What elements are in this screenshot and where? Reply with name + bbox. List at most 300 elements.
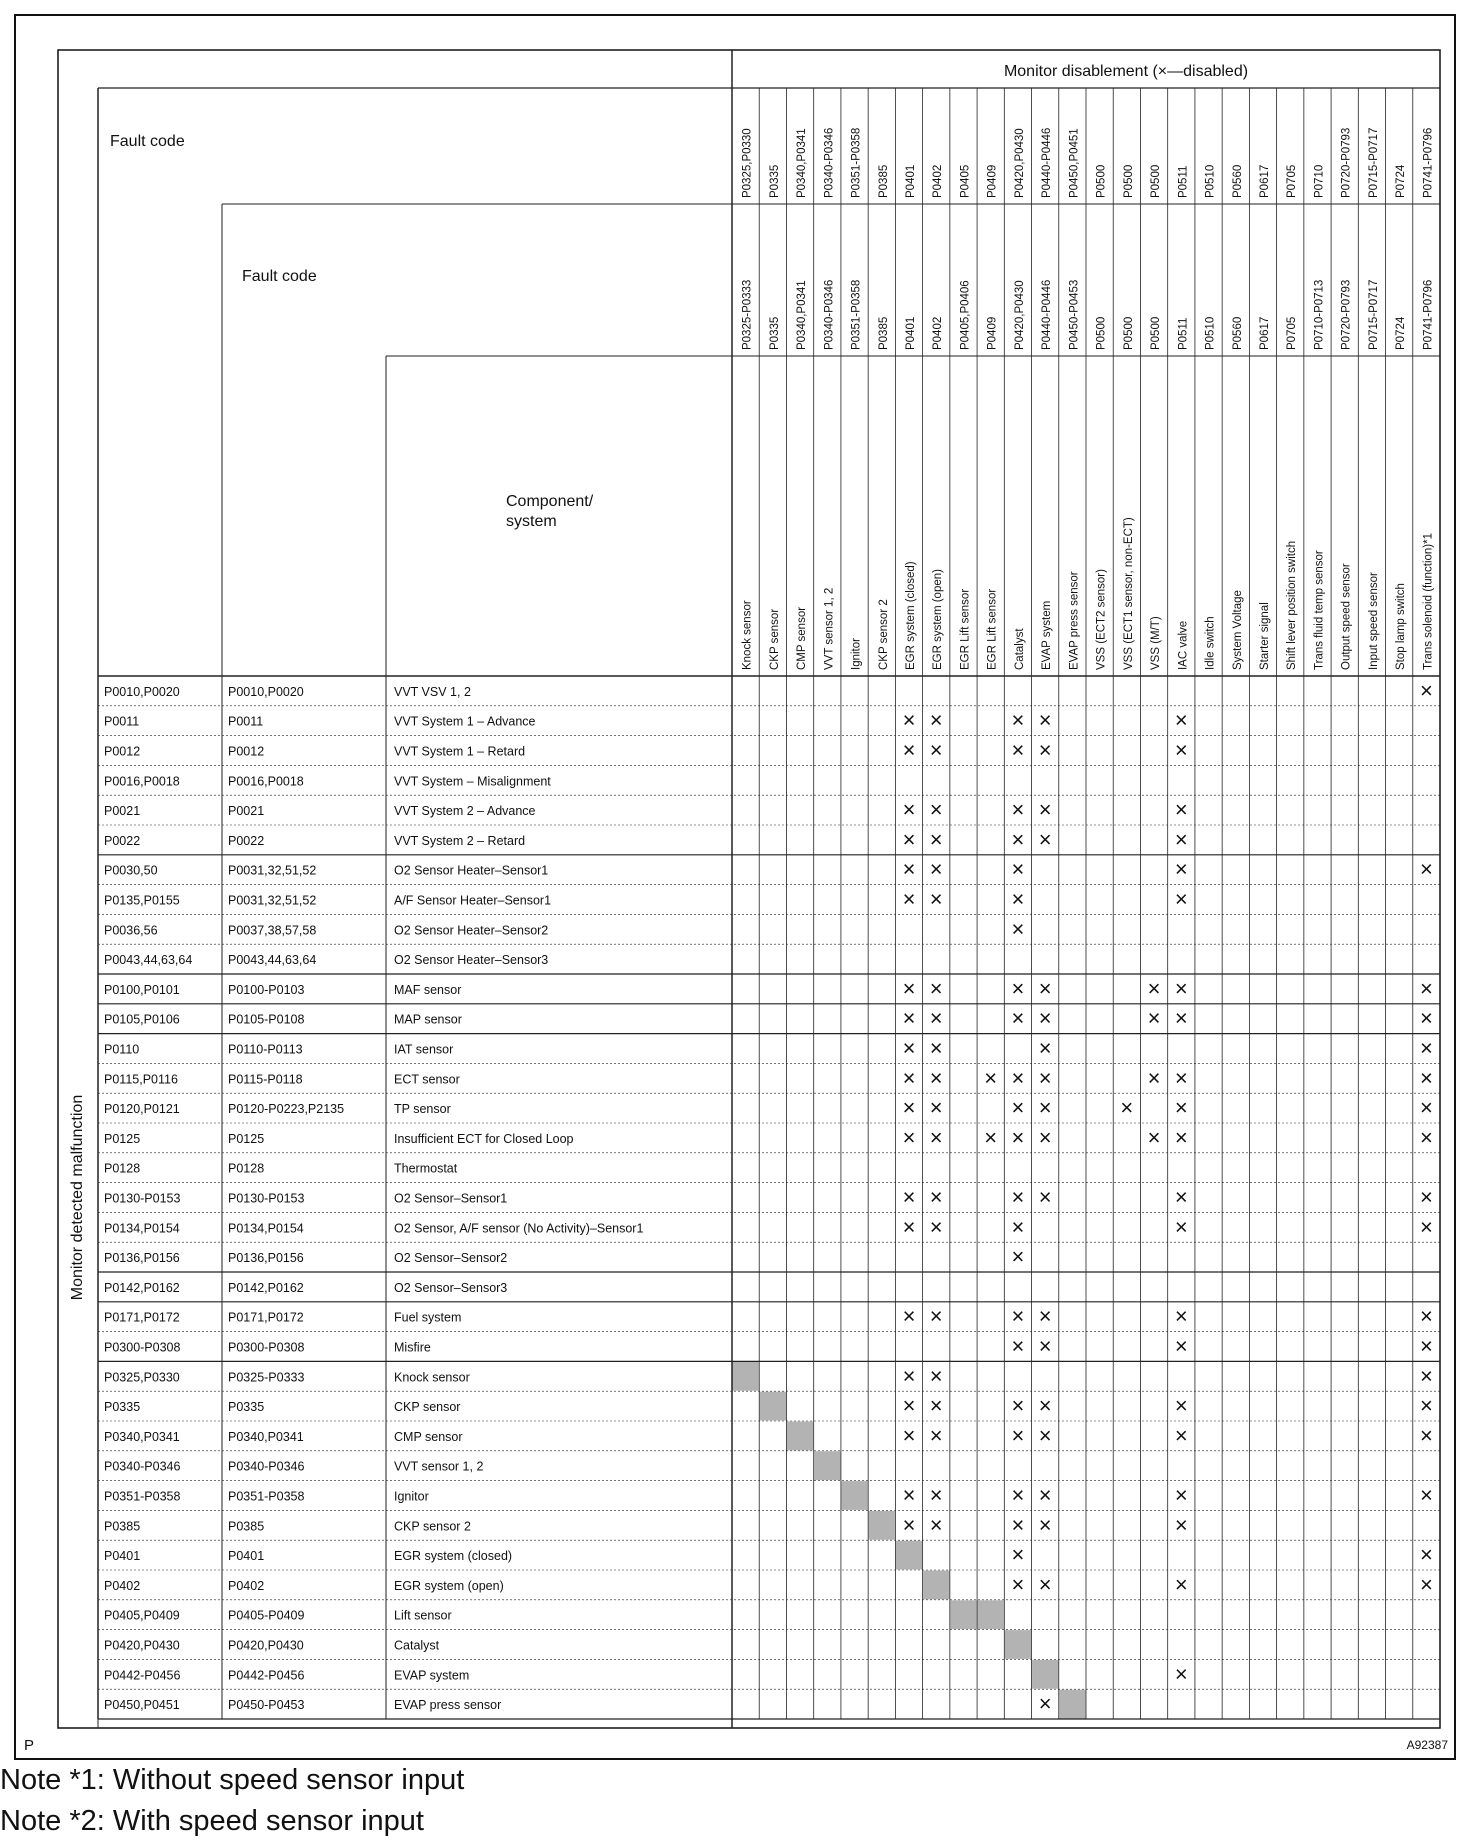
column-code2: P0500 xyxy=(1150,316,1163,350)
row-code1: P0135,P0155 xyxy=(104,893,180,908)
row-component: VVT System 2 – Retard xyxy=(394,833,526,848)
disabled-mark: × xyxy=(1011,1124,1025,1150)
shaded-cell xyxy=(841,1481,867,1510)
disabled-mark: × xyxy=(1419,1214,1433,1240)
column-name: Shift lever position switch xyxy=(1286,540,1299,670)
column-code2: P0340-P0346 xyxy=(823,279,836,350)
column-code2: P0715-P0717 xyxy=(1367,279,1380,350)
disabled-mark: × xyxy=(1038,1691,1052,1717)
row-code1: P0120,P0121 xyxy=(104,1102,180,1117)
disabled-mark: × xyxy=(1038,1005,1052,1031)
column-name: Input speed sensor xyxy=(1367,572,1380,670)
disabled-mark: × xyxy=(1419,1005,1433,1031)
column-code1: P0560 xyxy=(1231,164,1244,198)
row-code1: P0128 xyxy=(104,1161,141,1176)
disabled-mark: × xyxy=(1419,975,1433,1001)
row-code2: P0043,44,63,64 xyxy=(228,953,317,968)
column-code1: P0401 xyxy=(905,164,917,198)
disabled-mark: × xyxy=(1174,1184,1188,1210)
disabled-mark: × xyxy=(902,886,916,912)
column-code1: P0617 xyxy=(1259,164,1271,198)
row-code1: P0105,P0106 xyxy=(104,1012,180,1027)
row-component: Fuel system xyxy=(394,1310,462,1325)
column-name: VSS (M/T) xyxy=(1150,616,1163,670)
column-code2: P0351-P0358 xyxy=(850,279,863,350)
column-name: Idle switch xyxy=(1204,616,1217,670)
disabled-mark: × xyxy=(1419,1065,1433,1091)
column-code2: P0440-P0446 xyxy=(1041,279,1054,350)
disabled-mark: × xyxy=(1011,1303,1025,1329)
column-name: EVAP system xyxy=(1041,600,1054,670)
disabled-mark: × xyxy=(1147,1065,1161,1091)
disabled-mark: × xyxy=(1174,1065,1188,1091)
disabled-mark: × xyxy=(1038,797,1052,823)
column-code2: P0340,P0341 xyxy=(796,280,809,350)
column-code1: P0500 xyxy=(1122,164,1135,198)
disabled-mark: × xyxy=(902,1512,916,1538)
row-code1: P0012 xyxy=(104,744,141,759)
note-1: Note *1: Without speed sensor input xyxy=(0,1764,465,1796)
disabled-mark: × xyxy=(1011,1065,1025,1091)
disabled-mark: × xyxy=(1011,1005,1025,1031)
chart-frame xyxy=(14,14,1456,1760)
row-code1: P0340-P0346 xyxy=(104,1459,181,1474)
figure-id: A92387 xyxy=(1406,1738,1448,1752)
row-code2: P0405-P0409 xyxy=(228,1608,305,1623)
disabled-mark: × xyxy=(1419,677,1433,703)
disabled-mark: × xyxy=(1174,1095,1188,1121)
row-code2: P0420,P0430 xyxy=(228,1638,304,1653)
disabled-mark: × xyxy=(1011,975,1025,1001)
row-component: Insufficient ECT for Closed Loop xyxy=(394,1131,574,1146)
disabled-mark: × xyxy=(1419,1035,1433,1061)
column-name: Trans fluid temp sensor xyxy=(1313,550,1326,670)
disabled-mark: × xyxy=(902,1005,916,1031)
disabled-mark: × xyxy=(1011,1333,1025,1359)
disabled-mark: × xyxy=(1038,707,1052,733)
column-code2: P0402 xyxy=(932,316,945,350)
disabled-mark: × xyxy=(1038,1482,1052,1508)
column-code1: P0351-P0358 xyxy=(850,127,863,198)
row-code2: P0115-P0118 xyxy=(228,1072,303,1087)
disabled-mark: × xyxy=(902,856,916,882)
disabled-mark: × xyxy=(1011,1542,1025,1568)
disabled-mark: × xyxy=(1038,1333,1052,1359)
note-2: Note *2: With speed sensor input xyxy=(0,1805,424,1837)
row-code2: P0134,P0154 xyxy=(228,1221,304,1236)
column-code1: P0741-P0796 xyxy=(1422,127,1435,198)
disabled-mark: × xyxy=(902,1124,916,1150)
row-component: O2 Sensor–Sensor3 xyxy=(394,1280,508,1295)
shaded-cell xyxy=(814,1451,840,1480)
disabled-mark: × xyxy=(1011,1095,1025,1121)
row-code2: P0011 xyxy=(228,714,264,729)
fault-code-header-2: Fault code xyxy=(242,268,317,285)
disabled-mark: × xyxy=(1038,1512,1052,1538)
row-component: EGR system (open) xyxy=(394,1578,504,1593)
disabled-mark: × xyxy=(902,826,916,852)
disabled-mark: × xyxy=(1174,1571,1188,1597)
disabled-mark: × xyxy=(984,1065,998,1091)
component-header-line2: system xyxy=(506,513,557,530)
disabled-mark: × xyxy=(929,1035,943,1061)
row-code2: P0351-P0358 xyxy=(228,1489,305,1504)
disabled-mark: × xyxy=(902,1393,916,1419)
disabled-mark: × xyxy=(1038,1035,1052,1061)
disabled-mark: × xyxy=(1419,1482,1433,1508)
column-code2: P0617 xyxy=(1259,316,1271,350)
column-name: EGR Lift sensor xyxy=(986,588,999,670)
disabled-mark: × xyxy=(929,1303,943,1329)
row-component: O2 Sensor–Sensor1 xyxy=(394,1191,508,1206)
disabled-mark: × xyxy=(1419,1095,1433,1121)
column-name: EGR Lift sensor xyxy=(959,588,972,670)
disabled-mark: × xyxy=(1011,1512,1025,1538)
row-code1: P0100,P0101 xyxy=(104,982,180,997)
row-code2: P0402 xyxy=(228,1578,265,1593)
disabled-mark: × xyxy=(1174,737,1188,763)
disabled-mark: × xyxy=(1419,1571,1433,1597)
disabled-mark: × xyxy=(1038,1065,1052,1091)
row-code1: P0021 xyxy=(104,804,141,819)
column-code1: P0724 xyxy=(1395,164,1408,198)
row-code1: P0011 xyxy=(104,714,140,729)
row-component: MAP sensor xyxy=(394,1012,462,1027)
row-code2: P0110-P0113 xyxy=(228,1042,303,1057)
column-code1: P0440-P0446 xyxy=(1041,127,1054,198)
disabled-mark: × xyxy=(1174,1512,1188,1538)
row-code1: P0405,P0409 xyxy=(104,1608,180,1623)
disabled-mark: × xyxy=(929,856,943,882)
column-code2: P0511 xyxy=(1177,317,1190,350)
disabled-mark: × xyxy=(1174,1333,1188,1359)
row-component: A/F Sensor Heater–Sensor1 xyxy=(394,893,552,908)
disabled-mark: × xyxy=(1419,1393,1433,1419)
row-code2: P0100-P0103 xyxy=(228,982,305,997)
disabled-mark: × xyxy=(902,1363,916,1389)
column-code2: P0405,P0406 xyxy=(959,280,972,350)
row-code1: P0351-P0358 xyxy=(104,1489,181,1504)
column-code1: P0335 xyxy=(768,164,781,198)
row-component: VVT System 1 – Advance xyxy=(394,714,536,729)
disabled-mark: × xyxy=(929,1124,943,1150)
row-code2: P0022 xyxy=(228,833,265,848)
row-code1: P0043,44,63,64 xyxy=(104,953,193,968)
column-code2: P0409 xyxy=(986,316,999,350)
row-code2: P0136,P0156 xyxy=(228,1251,304,1266)
disabled-mark: × xyxy=(929,1214,943,1240)
column-code1: P0500 xyxy=(1095,164,1108,198)
side-label: Monitor detected malfunction xyxy=(69,1094,86,1301)
disabled-mark: × xyxy=(929,1184,943,1210)
disabled-mark: × xyxy=(1011,886,1025,912)
disabled-mark: × xyxy=(1011,1244,1025,1270)
disabled-mark: × xyxy=(1038,1095,1052,1121)
row-component: IAT sensor xyxy=(394,1042,454,1057)
shaded-cell xyxy=(1032,1660,1058,1689)
row-component: VVT System – Misalignment xyxy=(394,774,551,789)
column-code2: P0710-P0713 xyxy=(1313,279,1326,350)
column-name: System Voltage xyxy=(1231,590,1244,670)
column-code2: P0385 xyxy=(877,316,890,350)
disabled-mark: × xyxy=(929,975,943,1001)
row-code1: P0110 xyxy=(104,1042,140,1057)
shaded-cell xyxy=(978,1600,1004,1629)
row-component: O2 Sensor Heater–Sensor2 xyxy=(394,923,549,938)
row-code1: P0340,P0341 xyxy=(104,1429,180,1444)
column-code1: P0402 xyxy=(932,164,945,198)
disabled-mark: × xyxy=(929,1482,943,1508)
disabled-mark: × xyxy=(1419,856,1433,882)
component-header-line1: Component/ xyxy=(506,493,594,510)
row-component: MAF sensor xyxy=(394,982,462,997)
column-code2: P0560 xyxy=(1231,316,1244,350)
column-name: Stop lamp switch xyxy=(1395,583,1408,670)
row-component: Ignitor xyxy=(394,1489,429,1504)
row-code1: P0325,P0330 xyxy=(104,1370,180,1385)
shaded-cell xyxy=(1005,1630,1031,1659)
row-component: CKP sensor xyxy=(394,1400,461,1415)
corner-mark: P xyxy=(24,1737,35,1754)
disabled-mark: × xyxy=(929,886,943,912)
column-name: EGR system (closed) xyxy=(905,561,917,670)
row-code2: P0037,38,57,58 xyxy=(228,923,317,938)
row-component: CKP sensor 2 xyxy=(394,1519,471,1534)
disabled-mark: × xyxy=(1419,1303,1433,1329)
disabled-mark: × xyxy=(1419,1124,1433,1150)
disabled-mark: × xyxy=(1038,826,1052,852)
shaded-cell xyxy=(950,1600,976,1629)
disabled-mark: × xyxy=(902,737,916,763)
disabled-mark: × xyxy=(1419,1363,1433,1389)
disabled-mark: × xyxy=(902,1035,916,1061)
disabled-mark: × xyxy=(1011,916,1025,942)
shaded-cell xyxy=(869,1511,895,1540)
column-name: VSS (ECT2 sensor) xyxy=(1095,569,1108,670)
disabled-mark: × xyxy=(1147,1124,1161,1150)
row-code2: P0335 xyxy=(228,1400,265,1415)
disabled-mark: × xyxy=(1011,856,1025,882)
column-name: Catalyst xyxy=(1013,628,1026,670)
column-code2: P0420,P0430 xyxy=(1013,280,1026,350)
disabled-mark: × xyxy=(902,975,916,1001)
column-name: Knock sensor xyxy=(741,600,754,670)
row-code2: P0442-P0456 xyxy=(228,1668,305,1683)
column-code2: P0741-P0796 xyxy=(1422,279,1435,350)
column-code2: P0705 xyxy=(1286,316,1299,350)
row-component: VVT System 2 – Advance xyxy=(394,804,536,819)
column-code1: P0405 xyxy=(959,164,972,198)
disabled-mark: × xyxy=(929,1422,943,1448)
shaded-cell xyxy=(787,1422,813,1451)
disabled-mark: × xyxy=(929,737,943,763)
row-component: ECT sensor xyxy=(394,1072,460,1087)
column-code1: P0409 xyxy=(986,164,999,198)
row-component: VVT sensor 1, 2 xyxy=(394,1459,484,1474)
row-code1: P0136,P0156 xyxy=(104,1251,180,1266)
row-component: EGR system (closed) xyxy=(394,1549,513,1564)
disabled-mark: × xyxy=(902,797,916,823)
row-code2: P0450-P0453 xyxy=(228,1698,305,1713)
disabled-mark: × xyxy=(1011,1482,1025,1508)
row-code1: P0442-P0456 xyxy=(104,1668,181,1683)
column-code2: P0724 xyxy=(1395,316,1408,350)
column-name: VSS (ECT1 sensor, non-ECT) xyxy=(1122,517,1135,670)
column-code1: P0705 xyxy=(1286,164,1299,198)
disabled-mark: × xyxy=(902,1482,916,1508)
row-code2: P0125 xyxy=(228,1131,265,1146)
row-code2: P0171,P0172 xyxy=(228,1310,304,1325)
disabled-mark: × xyxy=(1038,1124,1052,1150)
row-code1: P0036,56 xyxy=(104,923,158,938)
row-code2: P0010,P0020 xyxy=(228,684,304,699)
row-component: Knock sensor xyxy=(394,1370,470,1385)
row-component: EVAP system xyxy=(394,1668,470,1683)
disabled-mark: × xyxy=(1174,1214,1188,1240)
column-code2: P0500 xyxy=(1122,316,1135,350)
disabled-mark: × xyxy=(1038,1303,1052,1329)
row-code2: P0300-P0308 xyxy=(228,1340,305,1355)
row-code2: P0142,P0162 xyxy=(228,1280,304,1295)
disabled-mark: × xyxy=(902,707,916,733)
disabled-mark: × xyxy=(1011,1571,1025,1597)
row-code1: P0010,P0020 xyxy=(104,684,180,699)
column-name: CKP sensor 2 xyxy=(877,599,890,670)
row-code1: P0142,P0162 xyxy=(104,1280,180,1295)
disabled-mark: × xyxy=(929,1065,943,1091)
disabled-mark: × xyxy=(1038,1184,1052,1210)
disabled-mark: × xyxy=(929,826,943,852)
disabled-mark: × xyxy=(1011,1393,1025,1419)
fault-code-header-1: Fault code xyxy=(110,133,185,150)
column-name: VVT sensor 1, 2 xyxy=(823,587,836,670)
disabled-mark: × xyxy=(1419,1184,1433,1210)
column-name: CKP sensor xyxy=(768,608,781,670)
shaded-cell xyxy=(896,1541,922,1570)
row-component: VVT System 1 – Retard xyxy=(394,744,526,759)
row-code1: P0115,P0116 xyxy=(104,1072,178,1087)
disabled-mark: × xyxy=(1174,1422,1188,1448)
row-code1: P0402 xyxy=(104,1578,141,1593)
disabled-mark: × xyxy=(1011,1422,1025,1448)
column-code1: P0511 xyxy=(1177,165,1190,198)
row-code2: P0016,P0018 xyxy=(228,774,304,789)
disabled-mark: × xyxy=(1038,1393,1052,1419)
disabled-mark: × xyxy=(1174,797,1188,823)
row-code2: P0012 xyxy=(228,744,265,759)
row-code1: P0022 xyxy=(104,833,141,848)
disabled-mark: × xyxy=(929,797,943,823)
disabled-mark: × xyxy=(929,1512,943,1538)
column-code2: P0500 xyxy=(1095,316,1108,350)
row-component: Catalyst xyxy=(394,1638,440,1653)
disabled-mark: × xyxy=(1174,975,1188,1001)
disabled-mark: × xyxy=(1174,1393,1188,1419)
disabled-mark: × xyxy=(1011,1214,1025,1240)
row-code2: P0128 xyxy=(228,1161,265,1176)
row-code1: P0335 xyxy=(104,1400,141,1415)
shaded-cell xyxy=(733,1362,759,1391)
row-code2: P0401 xyxy=(228,1549,265,1564)
disabled-mark: × xyxy=(1174,707,1188,733)
row-component: CMP sensor xyxy=(394,1429,463,1444)
column-code1: P0710 xyxy=(1313,164,1326,198)
column-name: Output speed sensor xyxy=(1340,563,1353,670)
disabled-mark: × xyxy=(1147,1005,1161,1031)
disabled-mark: × xyxy=(1174,1482,1188,1508)
disablement-table xyxy=(16,16,1454,1758)
disabled-mark: × xyxy=(1174,1661,1188,1687)
row-component: EVAP press sensor xyxy=(394,1698,502,1713)
disabled-mark: × xyxy=(902,1095,916,1121)
disabled-mark: × xyxy=(1120,1095,1134,1121)
row-code2: P0105-P0108 xyxy=(228,1012,305,1027)
disabled-mark: × xyxy=(984,1124,998,1150)
row-code2: P0031,32,51,52 xyxy=(228,893,317,908)
disabled-mark: × xyxy=(1038,1422,1052,1448)
column-name: Ignitor xyxy=(850,638,863,670)
column-name: EGR system (open) xyxy=(932,569,945,670)
row-code2: P0325-P0333 xyxy=(228,1370,305,1385)
column-code1: P0720-P0793 xyxy=(1340,127,1353,198)
disabled-mark: × xyxy=(1147,975,1161,1001)
monitor-title: Monitor disablement (×—disabled) xyxy=(1003,63,1249,80)
column-name: EVAP press sensor xyxy=(1068,571,1081,670)
row-code2: P0340,P0341 xyxy=(228,1429,304,1444)
disabled-mark: × xyxy=(1174,1124,1188,1150)
row-component: Misfire xyxy=(394,1340,431,1355)
disabled-mark: × xyxy=(1174,856,1188,882)
disabled-mark: × xyxy=(1038,1571,1052,1597)
disabled-mark: × xyxy=(929,1363,943,1389)
row-code1: P0401 xyxy=(104,1549,141,1564)
column-code2: P0450-P0453 xyxy=(1068,279,1081,350)
row-code1: P0300-P0308 xyxy=(104,1340,181,1355)
column-code2: P0325-P0333 xyxy=(741,279,754,350)
row-code2: P0021 xyxy=(228,804,265,819)
disabled-mark: × xyxy=(1011,707,1025,733)
shaded-cell xyxy=(923,1571,949,1600)
disabled-mark: × xyxy=(1174,1303,1188,1329)
column-code2: P0401 xyxy=(905,316,917,350)
row-component: O2 Sensor Heater–Sensor1 xyxy=(394,863,549,878)
disabled-mark: × xyxy=(1419,1422,1433,1448)
column-code1: P0325,P0330 xyxy=(741,128,754,198)
row-component: O2 Sensor–Sensor2 xyxy=(394,1251,508,1266)
column-code1: P0450,P0451 xyxy=(1068,128,1081,198)
disabled-mark: × xyxy=(929,1095,943,1121)
column-code1: P0715-P0717 xyxy=(1367,127,1380,198)
disabled-mark: × xyxy=(1011,797,1025,823)
row-component: O2 Sensor, A/F sensor (No Activity)–Sensor1 xyxy=(394,1221,644,1236)
column-code1: P0500 xyxy=(1150,164,1163,198)
disabled-mark: × xyxy=(1038,975,1052,1001)
row-component: O2 Sensor Heater–Sensor3 xyxy=(394,953,549,968)
row-code2: P0120-P0223,P2135 xyxy=(228,1102,345,1117)
row-code1: P0420,P0430 xyxy=(104,1638,180,1653)
row-code1: P0385 xyxy=(104,1519,141,1534)
disabled-mark: × xyxy=(902,1214,916,1240)
row-code2: P0385 xyxy=(228,1519,265,1534)
row-code1: P0125 xyxy=(104,1131,141,1146)
disabled-mark: × xyxy=(1419,1542,1433,1568)
disabled-mark: × xyxy=(929,1393,943,1419)
column-code1: P0385 xyxy=(877,164,890,198)
column-name: CMP sensor xyxy=(796,606,809,670)
row-component: Lift sensor xyxy=(394,1608,452,1623)
row-code1: P0130-P0153 xyxy=(104,1191,181,1206)
disabled-mark: × xyxy=(902,1184,916,1210)
